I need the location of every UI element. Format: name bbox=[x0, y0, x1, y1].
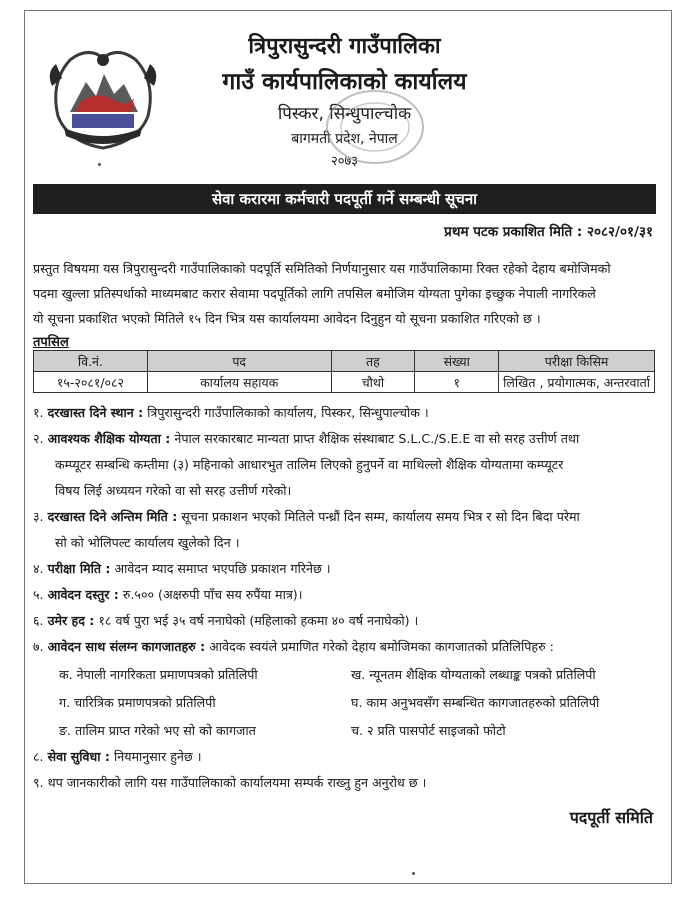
intro-line: पदमा खुल्ला प्रतिस्पर्धाको माध्यमबाट करार सेवामा पदपूर्तिको लागि तपसिल बमोजिम योग्यता पुगेका इच्छुक नेपाली नागरिकले bbox=[33, 286, 596, 301]
item-text-continued: विषय लिई अध्ययन गरेको वा सो सरह उत्तीर्ण गरेको। bbox=[55, 483, 292, 498]
item-text: त्रिपुरासुन्दरी गाउँपालिकाको कार्यालय, पिस्कर, सिन्धुपाल्चोक । bbox=[143, 405, 429, 420]
vacancy-table bbox=[33, 350, 655, 393]
item-text: १८ वर्ष पुरा भई ३५ वर्ष ननाघेको (महिलाको हकमा ४० वर्ष ननाघेको) । bbox=[94, 613, 419, 628]
table-row bbox=[34, 372, 655, 393]
cell-serial: १५-२०८१/०८२ bbox=[34, 372, 148, 393]
cell-post: कार्यालय सहायक bbox=[147, 372, 331, 393]
col-header-level: तह bbox=[331, 351, 415, 372]
document-list-item: घ. काम अनुभवसँग सम्बन्धित कागजातहरुको प्रतिलिपी bbox=[351, 695, 600, 710]
item-contact-info bbox=[33, 774, 658, 791]
item-age-limit bbox=[33, 612, 658, 629]
header-office-name: गाउँ कार्यपालिकाको कार्यालय bbox=[222, 69, 467, 95]
document-list-item: च. २ प्रति पासपोर्ट साइजको फोटो bbox=[351, 723, 506, 738]
item-label: उमेर हद : bbox=[47, 613, 95, 628]
item-label: परीक्षा मिति : bbox=[47, 561, 111, 576]
item-application-place bbox=[33, 404, 658, 421]
item-label: दरखास्त दिने स्थान : bbox=[47, 405, 144, 420]
item-number: ३. bbox=[33, 509, 44, 524]
table-header-row bbox=[34, 351, 655, 372]
document-list-item: ग. चारित्रिक प्रमाणपत्रको प्रतिलिपी bbox=[59, 695, 216, 710]
item-number: ६. bbox=[33, 613, 44, 628]
intro-line: यो सूचना प्रकाशित भएको मितिले १५ दिन भित्र यस कार्यालयमा आवेदन दिनुहुन यो सूचना प्रकाशित गरिएको छ । bbox=[33, 311, 541, 326]
col-header-post: पद bbox=[147, 351, 331, 372]
item-label: आवेदन दस्तुर : bbox=[47, 587, 119, 602]
item-label: दरखास्त दिने अन्तिम मिति : bbox=[47, 509, 178, 524]
col-header-exam-type: परीक्षा किसिम bbox=[499, 351, 655, 372]
item-deadline bbox=[33, 508, 658, 525]
notice-title-banner: सेवा करारमा कर्मचारी पदपूर्ती गर्ने सम्बन्धी सूचना bbox=[33, 184, 656, 214]
item-qualification bbox=[33, 430, 658, 447]
item-text: नेपाल सरकारबाट मान्यता प्राप्त शैक्षिक संस्थाबाट S.L.C./S.E.E वा सो सरह उत्तीर्ण तथा bbox=[170, 431, 580, 446]
item-number: ४. bbox=[33, 561, 44, 576]
intro-paragraph bbox=[33, 256, 658, 331]
document-list-item: ङ. तालिम प्राप्त गरेको भए सो को कागजात bbox=[59, 723, 256, 738]
tapsil-label: तपसिल bbox=[33, 335, 69, 350]
item-number: ७. bbox=[33, 639, 44, 654]
cell-level: चौथो bbox=[331, 372, 415, 393]
header-municipality-name: त्रिपुरासुन्दरी गाउँपालिका bbox=[248, 34, 441, 59]
item-exam-date bbox=[33, 560, 658, 577]
item-label: सेवा सुविधा : bbox=[47, 749, 110, 764]
item-text-continued: सो को भोलिपल्ट कार्यालय खुलेको दिन । bbox=[55, 535, 240, 550]
item-number: २. bbox=[33, 431, 44, 446]
item-number: १. bbox=[33, 405, 44, 420]
publish-date: प्रथम पटक प्रकाशित मिति : २०८२/०१/३१ bbox=[444, 224, 653, 240]
office-seal-stamp bbox=[320, 84, 430, 170]
item-number: ९. bbox=[33, 775, 44, 790]
item-text-continued: कम्प्यूटर सम्बन्धि कम्तीमा (३) महिनाको आधारभुत तालिम लिएको हुनुपर्ने वा माथिल्लो शैक्षिक योग्यतामा कम्प्यूटर bbox=[55, 457, 564, 472]
item-number: ८. bbox=[33, 749, 44, 764]
item-service-facility bbox=[33, 748, 658, 765]
item-application-fee bbox=[33, 586, 658, 603]
header-year: २०७३ bbox=[330, 154, 359, 169]
item-text: थप जानकारीको लागि यस गाउँपालिकाको कार्यालयमा सम्पर्क राख्नु हुन अनुरोध छ । bbox=[47, 775, 427, 790]
scan-speck bbox=[412, 872, 415, 875]
scan-speck bbox=[98, 163, 101, 166]
item-text: नियमानुसार हुनेछ । bbox=[109, 749, 202, 764]
header-address: पिस्कर, सिन्धुपाल्चोक bbox=[277, 104, 412, 124]
item-text: आवेदन म्याद समाप्त भएपछि प्रकाशन गरिनेछ । bbox=[110, 561, 331, 576]
cell-exam-type: लिखित , प्रयोगात्मक, अन्तरवार्ता bbox=[499, 372, 655, 393]
item-label: आवेदन साथ संलग्न कागजातहरु : bbox=[47, 639, 206, 654]
item-text: रु.५०० (अक्षरुपी पाँच सय रुपैंया मात्र)। bbox=[118, 587, 303, 602]
intro-line: प्रस्तुत विषयमा यस त्रिपुरासुन्दरी गाउँपालिकाको पदपूर्ति समितिको निर्णयानुसार यस गाउँपालिकामा रिक्त रहेको देहाय बमोजिमको bbox=[33, 261, 611, 276]
document-list-item: क. नेपाली नागरिकता प्रमाणपत्रको प्रतिलिपी bbox=[59, 667, 258, 682]
item-required-documents bbox=[33, 638, 658, 655]
signature-committee: पदपूर्ती समिति bbox=[569, 808, 653, 827]
item-label: आवश्यक शैक्षिक योग्यता : bbox=[47, 431, 171, 446]
cell-count: १ bbox=[415, 372, 499, 393]
col-header-count: संख्या bbox=[415, 351, 499, 372]
item-text: आवेदक स्वयंले प्रमाणित गरेको देहाय बमोजिमका कागजातको प्रतिलिपिहरु : bbox=[205, 639, 554, 654]
header-province: बागमती प्रदेश, नेपाल bbox=[291, 131, 398, 147]
item-text: सूचना प्रकाशन भएको मितिले पन्ध्रौं दिन सम्म, कार्यालय समय भित्र र सो दिन बिदा परेमा bbox=[177, 509, 580, 524]
document-list-item: ख. न्यूनतम शैक्षिक योग्यताको लब्धाङ्क पत्रको प्रतिलिपी bbox=[351, 667, 596, 682]
col-header-serial: वि.नं. bbox=[34, 351, 148, 372]
item-number: ५. bbox=[33, 587, 44, 602]
